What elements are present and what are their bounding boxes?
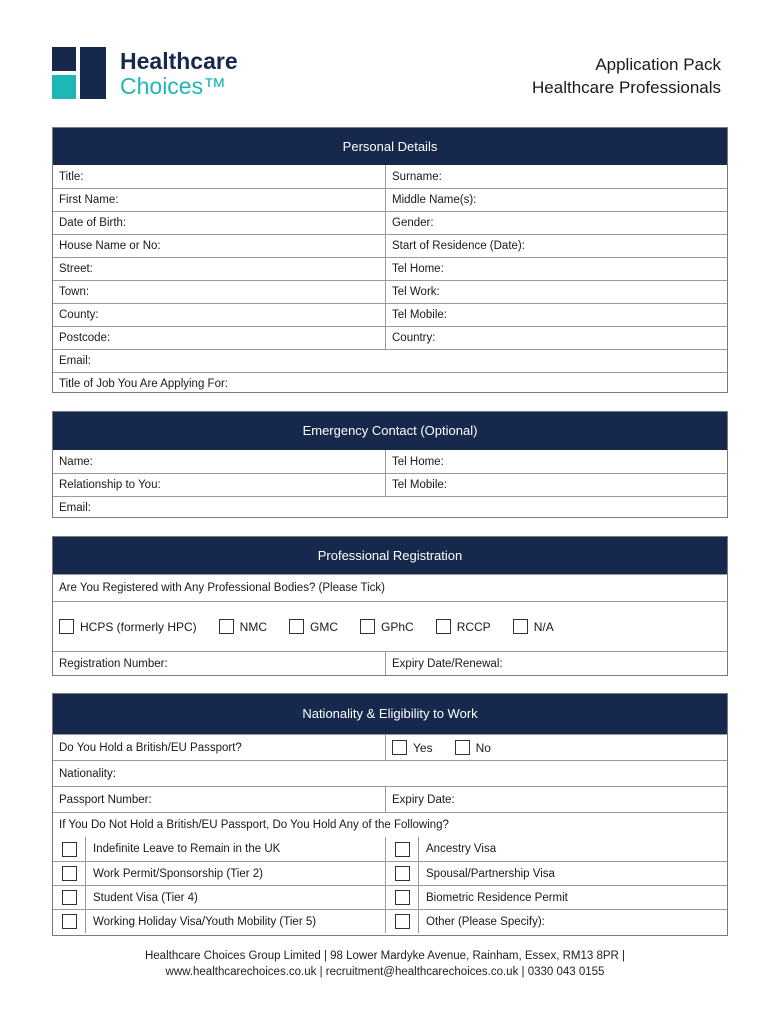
field-6-right[interactable]: Tel Work: (392, 286, 440, 298)
yes-checkbox[interactable] (392, 740, 407, 755)
form-row (53, 786, 727, 812)
form-row (53, 760, 727, 786)
registration-question: Are You Registered with Any Professional Bodies? (Please Tick) (59, 582, 386, 594)
registration-option-label: GMC (310, 619, 338, 634)
field-4-right[interactable]: Start of Residence (Date): (392, 240, 525, 252)
registration-option-label: RCCP (456, 619, 491, 634)
eligibility-checkbox[interactable] (395, 842, 410, 857)
field-8-left[interactable]: Postcode: (53, 327, 386, 349)
form-row (53, 812, 727, 837)
field-1-left[interactable]: Title: (53, 165, 386, 188)
registration-expiry-field[interactable]: Expiry Date/Renewal: (392, 657, 503, 670)
field-2-left[interactable]: First Name: (53, 189, 386, 211)
eligibility-checkbox-cell[interactable] (386, 910, 419, 933)
eligibility-checkbox-cell[interactable] (53, 886, 86, 909)
eligibility-checkbox-cell[interactable] (386, 837, 419, 861)
eligibility-checkbox[interactable] (395, 866, 410, 881)
eligibility-checkbox[interactable] (62, 890, 77, 905)
emergency-field-2-left[interactable]: Relationship to You: (53, 474, 386, 496)
emergency-email-field[interactable]: Email: (59, 502, 91, 514)
company-logo (52, 47, 272, 103)
eligibility-option-label: Work Permit/Sponsorship (Tier 2) (86, 862, 386, 885)
form-row (53, 349, 727, 372)
eligibility-row (53, 861, 727, 885)
form-row (53, 601, 727, 651)
field-3-right[interactable]: Gender: (392, 217, 434, 229)
registration-checkbox[interactable] (289, 619, 304, 634)
brand-line-2: Choices™ (120, 73, 227, 99)
form-row (53, 473, 727, 496)
title-line-2: Healthcare Professionals (532, 78, 721, 97)
field-3-left[interactable]: Date of Birth: (53, 212, 386, 234)
eligibility-row (53, 885, 727, 909)
eligibility-option-label: Student Visa (Tier 4) (86, 886, 386, 909)
field-7-left[interactable]: County: (53, 304, 386, 326)
eligibility-checkbox-cell[interactable] (53, 862, 86, 885)
registration-checkbox[interactable] (436, 619, 451, 634)
emergency-field-2-right[interactable]: Tel Mobile: (392, 479, 447, 491)
registration-option[interactable] (513, 619, 554, 634)
form-row (53, 188, 727, 211)
personal-details-section (52, 127, 728, 393)
passport-answer (386, 735, 727, 760)
eligibility-checkbox-cell[interactable] (53, 837, 86, 861)
form-row (53, 326, 727, 349)
passport-expiry-field[interactable]: Expiry Date: (392, 793, 455, 806)
nationality-field[interactable]: Nationality: (59, 767, 116, 780)
form-row (53, 165, 727, 188)
section-heading: Nationality & Eligibility to Work (53, 694, 727, 734)
eligibility-row (53, 909, 727, 933)
logo-mark-icon (52, 47, 108, 100)
form-row (53, 280, 727, 303)
professional-registration-section (52, 536, 728, 676)
registration-option[interactable] (436, 619, 491, 634)
registration-option-label: HCPS (formerly HPC) (80, 619, 197, 634)
field-1-right[interactable]: Surname: (392, 170, 442, 183)
field-5-right[interactable]: Tel Home: (392, 263, 444, 275)
eligibility-checkbox[interactable] (62, 914, 77, 929)
form-row (53, 372, 727, 395)
emergency-field-1-left[interactable]: Name: (53, 450, 386, 473)
section-heading: Emergency Contact (Optional) (53, 412, 727, 450)
job-title-field[interactable]: Title of Job You Are Applying For: (59, 378, 228, 390)
eligibility-checkbox[interactable] (62, 842, 77, 857)
form-row (53, 234, 727, 257)
registration-option-label: GPhC (381, 619, 414, 634)
eligibility-checkbox-cell[interactable] (53, 910, 86, 933)
registration-number-field[interactable]: Registration Number: (53, 652, 386, 675)
footer-address: Healthcare Choices Group Limited | 98 Lower Mardyke Avenue, Rainham, Essex, RM13 8PR | (144, 950, 626, 962)
registration-option[interactable] (219, 619, 267, 634)
registration-checkbox[interactable] (219, 619, 234, 634)
field-6-left[interactable]: Town: (53, 281, 386, 303)
brand-line-1: Healthcare (120, 48, 238, 74)
yes-option[interactable] (392, 740, 433, 755)
emergency-field-1-right[interactable]: Tel Home: (392, 455, 444, 468)
eligibility-checkbox[interactable] (62, 866, 77, 881)
yes-label: Yes (413, 740, 433, 755)
eligibility-option-label: Ancestry Visa (426, 843, 497, 855)
registration-checkbox[interactable] (513, 619, 528, 634)
registration-checkbox[interactable] (360, 619, 375, 634)
registration-option-label: NMC (239, 619, 267, 634)
section-heading: Personal Details (53, 128, 727, 165)
field-5-left[interactable]: Street: (53, 258, 386, 280)
other-permits-question: If You Do Not Hold a British/EU Passport, Do You Hold Any of the Following? (59, 819, 449, 831)
form-row (53, 734, 727, 760)
logo-wordmark (120, 49, 238, 99)
passport-number-field[interactable]: Passport Number: (53, 787, 386, 812)
passport-question: Do You Hold a British/EU Passport? (53, 735, 386, 760)
eligibility-option-label: Working Holiday Visa/Youth Mobility (Tier 5) (86, 910, 386, 933)
form-row (53, 257, 727, 280)
document-title (532, 53, 721, 99)
field-4-left[interactable]: House Name or No: (53, 235, 386, 257)
form-row (53, 651, 727, 675)
email-field[interactable]: Email: (59, 355, 91, 367)
no-checkbox[interactable] (455, 740, 470, 755)
form-row (53, 496, 727, 519)
eligibility-checkbox-cell[interactable] (386, 886, 419, 909)
no-label: No (475, 740, 491, 755)
field-2-right[interactable]: Middle Name(s): (392, 194, 477, 206)
registration-options (53, 602, 727, 651)
eligibility-checkbox[interactable] (395, 914, 410, 929)
section-heading: Professional Registration (53, 537, 727, 574)
registration-checkbox[interactable] (59, 619, 74, 634)
eligibility-checkbox-cell[interactable] (386, 862, 419, 885)
registration-option[interactable] (360, 619, 414, 634)
nationality-section (52, 693, 728, 936)
form-row (53, 450, 727, 473)
emergency-contact-section (52, 411, 728, 518)
eligibility-checkbox[interactable] (395, 890, 410, 905)
registration-option-label: N/A (533, 619, 554, 634)
no-option[interactable] (455, 740, 491, 755)
eligibility-option-label: Biometric Residence Permit (426, 891, 568, 904)
form-row (53, 303, 727, 326)
eligibility-option-label: Spousal/Partnership Visa (426, 867, 555, 880)
eligibility-row (53, 837, 727, 861)
footer (0, 948, 770, 980)
registration-option[interactable] (59, 619, 197, 634)
title-line-1: Application Pack (595, 55, 721, 74)
field-7-right[interactable]: Tel Mobile: (392, 309, 447, 321)
footer-contact: www.healthcarechoices.co.uk | recruitment@healthcarechoices.co.uk | 0330 043 0155 (165, 966, 605, 978)
form-row (53, 211, 727, 234)
eligibility-option-label: Other (Please Specify): (426, 915, 545, 928)
form-row (53, 574, 727, 601)
field-8-right[interactable]: Country: (392, 332, 436, 344)
registration-option[interactable] (289, 619, 338, 634)
eligibility-option-label: Indefinite Leave to Remain in the UK (86, 837, 386, 861)
